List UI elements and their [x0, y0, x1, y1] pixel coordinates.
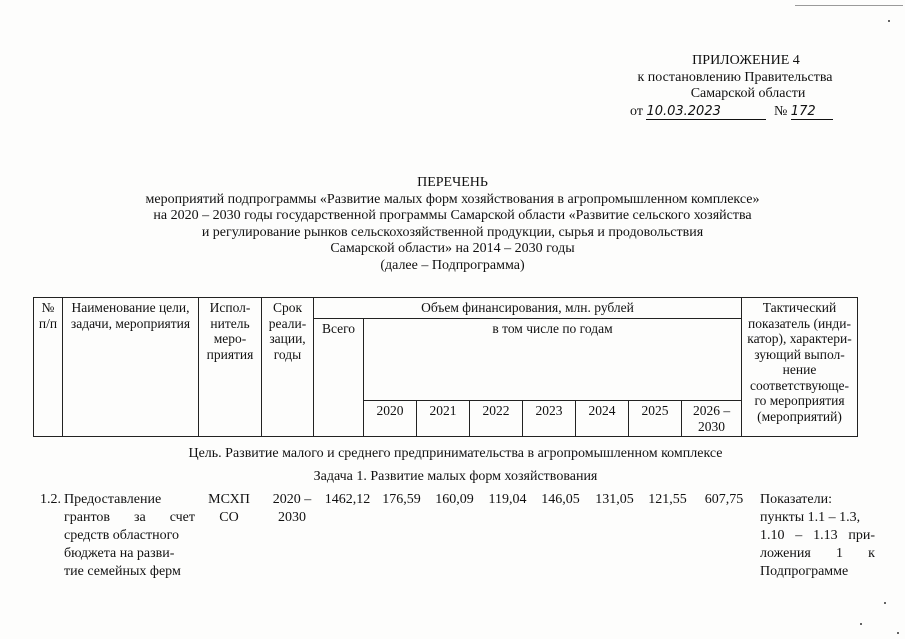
row-indicator-line-5: Подпрограмме: [760, 564, 849, 579]
task-heading: Задача 1. Развитие малых форм хозяйствования: [313, 469, 598, 484]
col-indicator: Тактический показатель (инди-катор), характери-зующий выпол-нение соответствующе-го мероприятия (мероприятий): [742, 298, 858, 437]
appendix-block: [600, 53, 870, 120]
value-2020: 176,59: [382, 492, 421, 507]
row-term-line-1: 2020 –: [272, 492, 312, 507]
row-name-line-3: средств областного: [64, 528, 180, 543]
col-year-2024: 2024: [576, 401, 629, 437]
row-name-line-1: Предоставление: [64, 492, 162, 507]
appendix-title: ПРИЛОЖЕНИЕ 4: [692, 53, 800, 68]
row-indicator: [760, 491, 875, 581]
row-executor-line-1: МСХП: [208, 492, 250, 507]
row-name-line-5: тие семейных ферм: [64, 564, 181, 579]
col-total: Всего: [314, 318, 364, 437]
row-indicator-line-4: ложения 1 к: [760, 546, 875, 561]
goal-heading: Цель. Развитие малого и среднего предпринимательства в агропромышленном комплексе: [188, 446, 723, 461]
scan-speck: [897, 632, 899, 634]
title-line-4: Самарской области» на 2014 – 2030 годы: [330, 241, 575, 256]
col-term: Срок реали-зации, годы: [262, 298, 314, 437]
scan-speck: [860, 623, 862, 625]
scan-speck: [884, 602, 886, 604]
col-year-2020: 2020: [364, 401, 417, 437]
value-2025: 121,55: [648, 492, 687, 507]
appendix-line-2: к постановлению Правительства: [637, 69, 833, 85]
col-year-2026-2030: 2026 – 2030: [682, 401, 742, 437]
date-prefix: от: [630, 103, 643, 119]
value-2024: 131,05: [595, 492, 634, 507]
col-year-2021: 2021: [417, 401, 470, 437]
row-name-line-4: бюджета на разви-: [64, 546, 175, 561]
row-indicator-line-2: пункты 1.1 – 1.3,: [760, 510, 861, 525]
title-line-3: и регулирование рынков сельскохозяйственной продукции, сырья и продовольствия: [201, 224, 704, 240]
row-indicator-line-1: Показатели:: [760, 492, 832, 507]
row-executor-line-2: СО: [219, 510, 239, 525]
handwritten-date: 10.03.2023: [646, 105, 766, 120]
value-total: 1462,12: [324, 492, 371, 507]
row-term-line-2: 2030: [278, 510, 306, 525]
value-2021: 160,09: [435, 492, 474, 507]
row-executor: [201, 491, 257, 527]
title-line-1: мероприятий подпрограммы «Развитие малых форм хозяйствования в агропромышленном комплексе»: [145, 191, 760, 207]
row-number: 1.2.: [40, 492, 61, 507]
col-year-2023: 2023: [523, 401, 576, 437]
value-2023: 146,05: [541, 492, 580, 507]
appendix-date-line: [600, 104, 870, 121]
row-indicator-line-3: 1.10 – 1.13 при-: [760, 528, 875, 543]
scan-speck: [888, 20, 890, 22]
row-name: [64, 491, 195, 581]
col-number: № п/п: [34, 298, 63, 437]
appendix-line-3: Самарской области: [690, 86, 806, 101]
col-executor: Испол-нитель меро-приятия: [199, 298, 262, 437]
document-title: [100, 175, 805, 274]
number-prefix: №: [773, 103, 788, 119]
title-heading: ПЕРЕЧЕНЬ: [417, 175, 488, 190]
value-2022: 119,04: [488, 492, 527, 507]
col-by-years: в том числе по годам: [364, 318, 742, 401]
col-year-2025: 2025: [629, 401, 682, 437]
row-name-line-2: грантов за счет: [64, 510, 195, 525]
col-year-2022: 2022: [470, 401, 523, 437]
handwritten-number: 172: [791, 105, 833, 120]
title-line-2: на 2020 – 2030 годы государственной программы Самарской области «Развитие сельского хозяйства: [153, 208, 752, 223]
col-funding: Объем финансирования, млн. рублей: [314, 298, 742, 319]
row-term: [266, 491, 318, 527]
top-edge-line: [795, 5, 903, 6]
col-name: Наименование цели, задачи, мероприятия: [63, 298, 199, 437]
measures-table-header: [33, 297, 858, 437]
title-line-5: (далее – Подпрограмма): [380, 257, 525, 273]
value-2026-2030: 607,75: [704, 492, 744, 507]
